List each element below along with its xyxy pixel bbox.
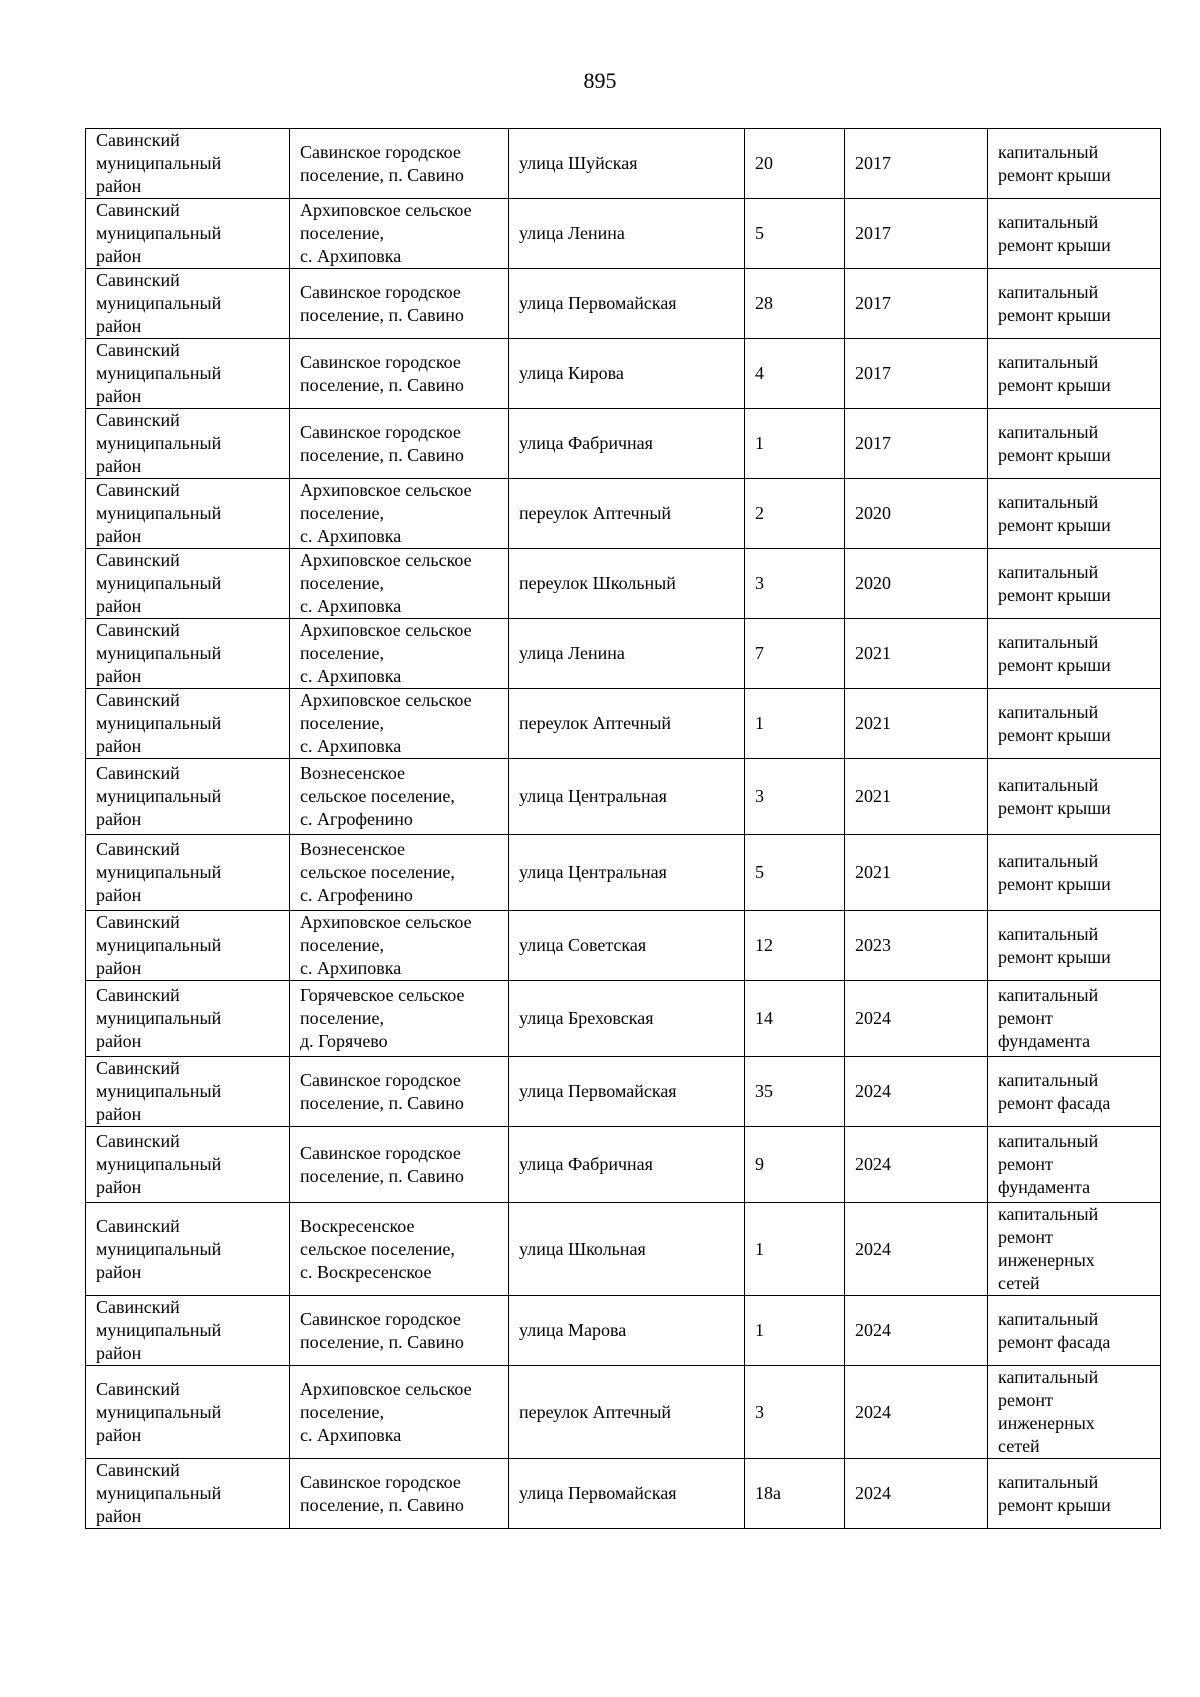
- settlement-cell: Вознесенское сельское поселение, с. Агрофенино: [290, 835, 509, 911]
- table-row: [86, 689, 1161, 759]
- street-cell: улица Ленина: [509, 619, 745, 689]
- house-number-cell: 2: [745, 479, 845, 549]
- year-cell: 2017: [845, 339, 988, 409]
- settlement-cell: Архиповское сельское поселение, с. Архиповка: [290, 689, 509, 759]
- street-cell: улица Советская: [509, 911, 745, 981]
- settlement-cell: Архиповское сельское поселение, с. Архиповка: [290, 1366, 509, 1459]
- street-cell: улица Бреховская: [509, 981, 745, 1057]
- house-number-cell: 3: [745, 549, 845, 619]
- year-cell: 2024: [845, 1366, 988, 1459]
- district-cell: Савинский муниципальный район: [86, 689, 290, 759]
- year-cell: 2017: [845, 269, 988, 339]
- district-cell: Савинский муниципальный район: [86, 1296, 290, 1366]
- district-cell: Савинский муниципальный район: [86, 409, 290, 479]
- year-cell: 2021: [845, 835, 988, 911]
- work-type-cell: капитальный ремонт инженерных сетей: [988, 1366, 1161, 1459]
- settlement-cell: Савинское городское поселение, п. Савино: [290, 1459, 509, 1529]
- settlement-cell: Савинское городское поселение, п. Савино: [290, 1057, 509, 1127]
- settlement-cell: Савинское городское поселение, п. Савино: [290, 129, 509, 199]
- year-cell: 2024: [845, 1203, 988, 1296]
- repair-schedule-table: [85, 128, 1161, 1529]
- house-number-cell: 12: [745, 911, 845, 981]
- district-cell: Савинский муниципальный район: [86, 1203, 290, 1296]
- settlement-cell: Савинское городское поселение, п. Савино: [290, 339, 509, 409]
- house-number-cell: 20: [745, 129, 845, 199]
- table-row: [86, 911, 1161, 981]
- year-cell: 2024: [845, 1296, 988, 1366]
- street-cell: улица Кирова: [509, 339, 745, 409]
- year-cell: 2024: [845, 1057, 988, 1127]
- year-cell: 2017: [845, 129, 988, 199]
- street-cell: улица Первомайская: [509, 1459, 745, 1529]
- street-cell: улица Центральная: [509, 835, 745, 911]
- district-cell: Савинский муниципальный район: [86, 759, 290, 835]
- work-type-cell: капитальный ремонт фундамента: [988, 981, 1161, 1057]
- work-type-cell: капитальный ремонт фасада: [988, 1057, 1161, 1127]
- work-type-cell: капитальный ремонт крыши: [988, 269, 1161, 339]
- district-cell: Савинский муниципальный район: [86, 1459, 290, 1529]
- table-row: [86, 129, 1161, 199]
- work-type-cell: капитальный ремонт крыши: [988, 409, 1161, 479]
- district-cell: Савинский муниципальный район: [86, 1366, 290, 1459]
- district-cell: Савинский муниципальный район: [86, 269, 290, 339]
- work-type-cell: капитальный ремонт крыши: [988, 479, 1161, 549]
- work-type-cell: капитальный ремонт крыши: [988, 1459, 1161, 1529]
- table-row: [86, 269, 1161, 339]
- table-row: [86, 1203, 1161, 1296]
- settlement-cell: Савинское городское поселение, п. Савино: [290, 269, 509, 339]
- work-type-cell: капитальный ремонт крыши: [988, 199, 1161, 269]
- year-cell: 2020: [845, 479, 988, 549]
- district-cell: Савинский муниципальный район: [86, 1127, 290, 1203]
- house-number-cell: 5: [745, 199, 845, 269]
- year-cell: 2017: [845, 409, 988, 479]
- table-row: [86, 1459, 1161, 1529]
- table-body: [86, 129, 1161, 1529]
- settlement-cell: Савинское городское поселение, п. Савино: [290, 1127, 509, 1203]
- table-row: [86, 339, 1161, 409]
- work-type-cell: капитальный ремонт крыши: [988, 911, 1161, 981]
- street-cell: переулок Аптечный: [509, 1366, 745, 1459]
- year-cell: 2017: [845, 199, 988, 269]
- street-cell: улица Марова: [509, 1296, 745, 1366]
- table-row: [86, 479, 1161, 549]
- year-cell: 2021: [845, 619, 988, 689]
- district-cell: Савинский муниципальный район: [86, 339, 290, 409]
- district-cell: Савинский муниципальный район: [86, 981, 290, 1057]
- street-cell: улица Первомайская: [509, 1057, 745, 1127]
- house-number-cell: 3: [745, 1366, 845, 1459]
- settlement-cell: Архиповское сельское поселение, с. Архиповка: [290, 479, 509, 549]
- table-row: [86, 1366, 1161, 1459]
- work-type-cell: капитальный ремонт фундамента: [988, 1127, 1161, 1203]
- house-number-cell: 18а: [745, 1459, 845, 1529]
- settlement-cell: Архиповское сельское поселение, с. Архиповка: [290, 199, 509, 269]
- street-cell: переулок Аптечный: [509, 479, 745, 549]
- work-type-cell: капитальный ремонт крыши: [988, 835, 1161, 911]
- district-cell: Савинский муниципальный район: [86, 911, 290, 981]
- street-cell: улица Шуйская: [509, 129, 745, 199]
- house-number-cell: 5: [745, 835, 845, 911]
- table-row: [86, 409, 1161, 479]
- work-type-cell: капитальный ремонт крыши: [988, 619, 1161, 689]
- district-cell: Савинский муниципальный район: [86, 479, 290, 549]
- street-cell: улица Первомайская: [509, 269, 745, 339]
- house-number-cell: 7: [745, 619, 845, 689]
- settlement-cell: Воскресенское сельское поселение, с. Воскресенское: [290, 1203, 509, 1296]
- year-cell: 2024: [845, 981, 988, 1057]
- work-type-cell: капитальный ремонт крыши: [988, 129, 1161, 199]
- settlement-cell: Архиповское сельское поселение, с. Архиповка: [290, 549, 509, 619]
- street-cell: переулок Аптечный: [509, 689, 745, 759]
- house-number-cell: 1: [745, 1296, 845, 1366]
- house-number-cell: 35: [745, 1057, 845, 1127]
- district-cell: Савинский муниципальный район: [86, 549, 290, 619]
- year-cell: 2021: [845, 689, 988, 759]
- street-cell: улица Школьная: [509, 1203, 745, 1296]
- year-cell: 2021: [845, 759, 988, 835]
- house-number-cell: 4: [745, 339, 845, 409]
- house-number-cell: 1: [745, 409, 845, 479]
- year-cell: 2020: [845, 549, 988, 619]
- settlement-cell: Вознесенское сельское поселение, с. Агрофенино: [290, 759, 509, 835]
- year-cell: 2024: [845, 1459, 988, 1529]
- table-row: [86, 1127, 1161, 1203]
- work-type-cell: капитальный ремонт крыши: [988, 759, 1161, 835]
- street-cell: улица Центральная: [509, 759, 745, 835]
- work-type-cell: капитальный ремонт крыши: [988, 689, 1161, 759]
- house-number-cell: 1: [745, 1203, 845, 1296]
- work-type-cell: капитальный ремонт крыши: [988, 549, 1161, 619]
- district-cell: Савинский муниципальный район: [86, 1057, 290, 1127]
- work-type-cell: капитальный ремонт фасада: [988, 1296, 1161, 1366]
- house-number-cell: 3: [745, 759, 845, 835]
- settlement-cell: Горячевское сельское поселение, д. Горячево: [290, 981, 509, 1057]
- page-number: 895: [583, 68, 617, 93]
- district-cell: Савинский муниципальный район: [86, 835, 290, 911]
- table-row: [86, 835, 1161, 911]
- year-cell: 2023: [845, 911, 988, 981]
- table-row: [86, 1057, 1161, 1127]
- table-row: [86, 199, 1161, 269]
- work-type-cell: капитальный ремонт крыши: [988, 339, 1161, 409]
- settlement-cell: Архиповское сельское поселение, с. Архиповка: [290, 619, 509, 689]
- year-cell: 2024: [845, 1127, 988, 1203]
- house-number-cell: 1: [745, 689, 845, 759]
- house-number-cell: 9: [745, 1127, 845, 1203]
- settlement-cell: Архиповское сельское поселение, с. Архиповка: [290, 911, 509, 981]
- table-row: [86, 981, 1161, 1057]
- table-row: [86, 759, 1161, 835]
- house-number-cell: 14: [745, 981, 845, 1057]
- settlement-cell: Савинское городское поселение, п. Савино: [290, 1296, 509, 1366]
- table-row: [86, 1296, 1161, 1366]
- street-cell: улица Фабричная: [509, 409, 745, 479]
- district-cell: Савинский муниципальный район: [86, 619, 290, 689]
- table-row: [86, 619, 1161, 689]
- district-cell: Савинский муниципальный район: [86, 129, 290, 199]
- street-cell: улица Фабричная: [509, 1127, 745, 1203]
- work-type-cell: капитальный ремонт инженерных сетей: [988, 1203, 1161, 1296]
- street-cell: улица Ленина: [509, 199, 745, 269]
- street-cell: переулок Школьный: [509, 549, 745, 619]
- table-row: [86, 549, 1161, 619]
- house-number-cell: 28: [745, 269, 845, 339]
- district-cell: Савинский муниципальный район: [86, 199, 290, 269]
- settlement-cell: Савинское городское поселение, п. Савино: [290, 409, 509, 479]
